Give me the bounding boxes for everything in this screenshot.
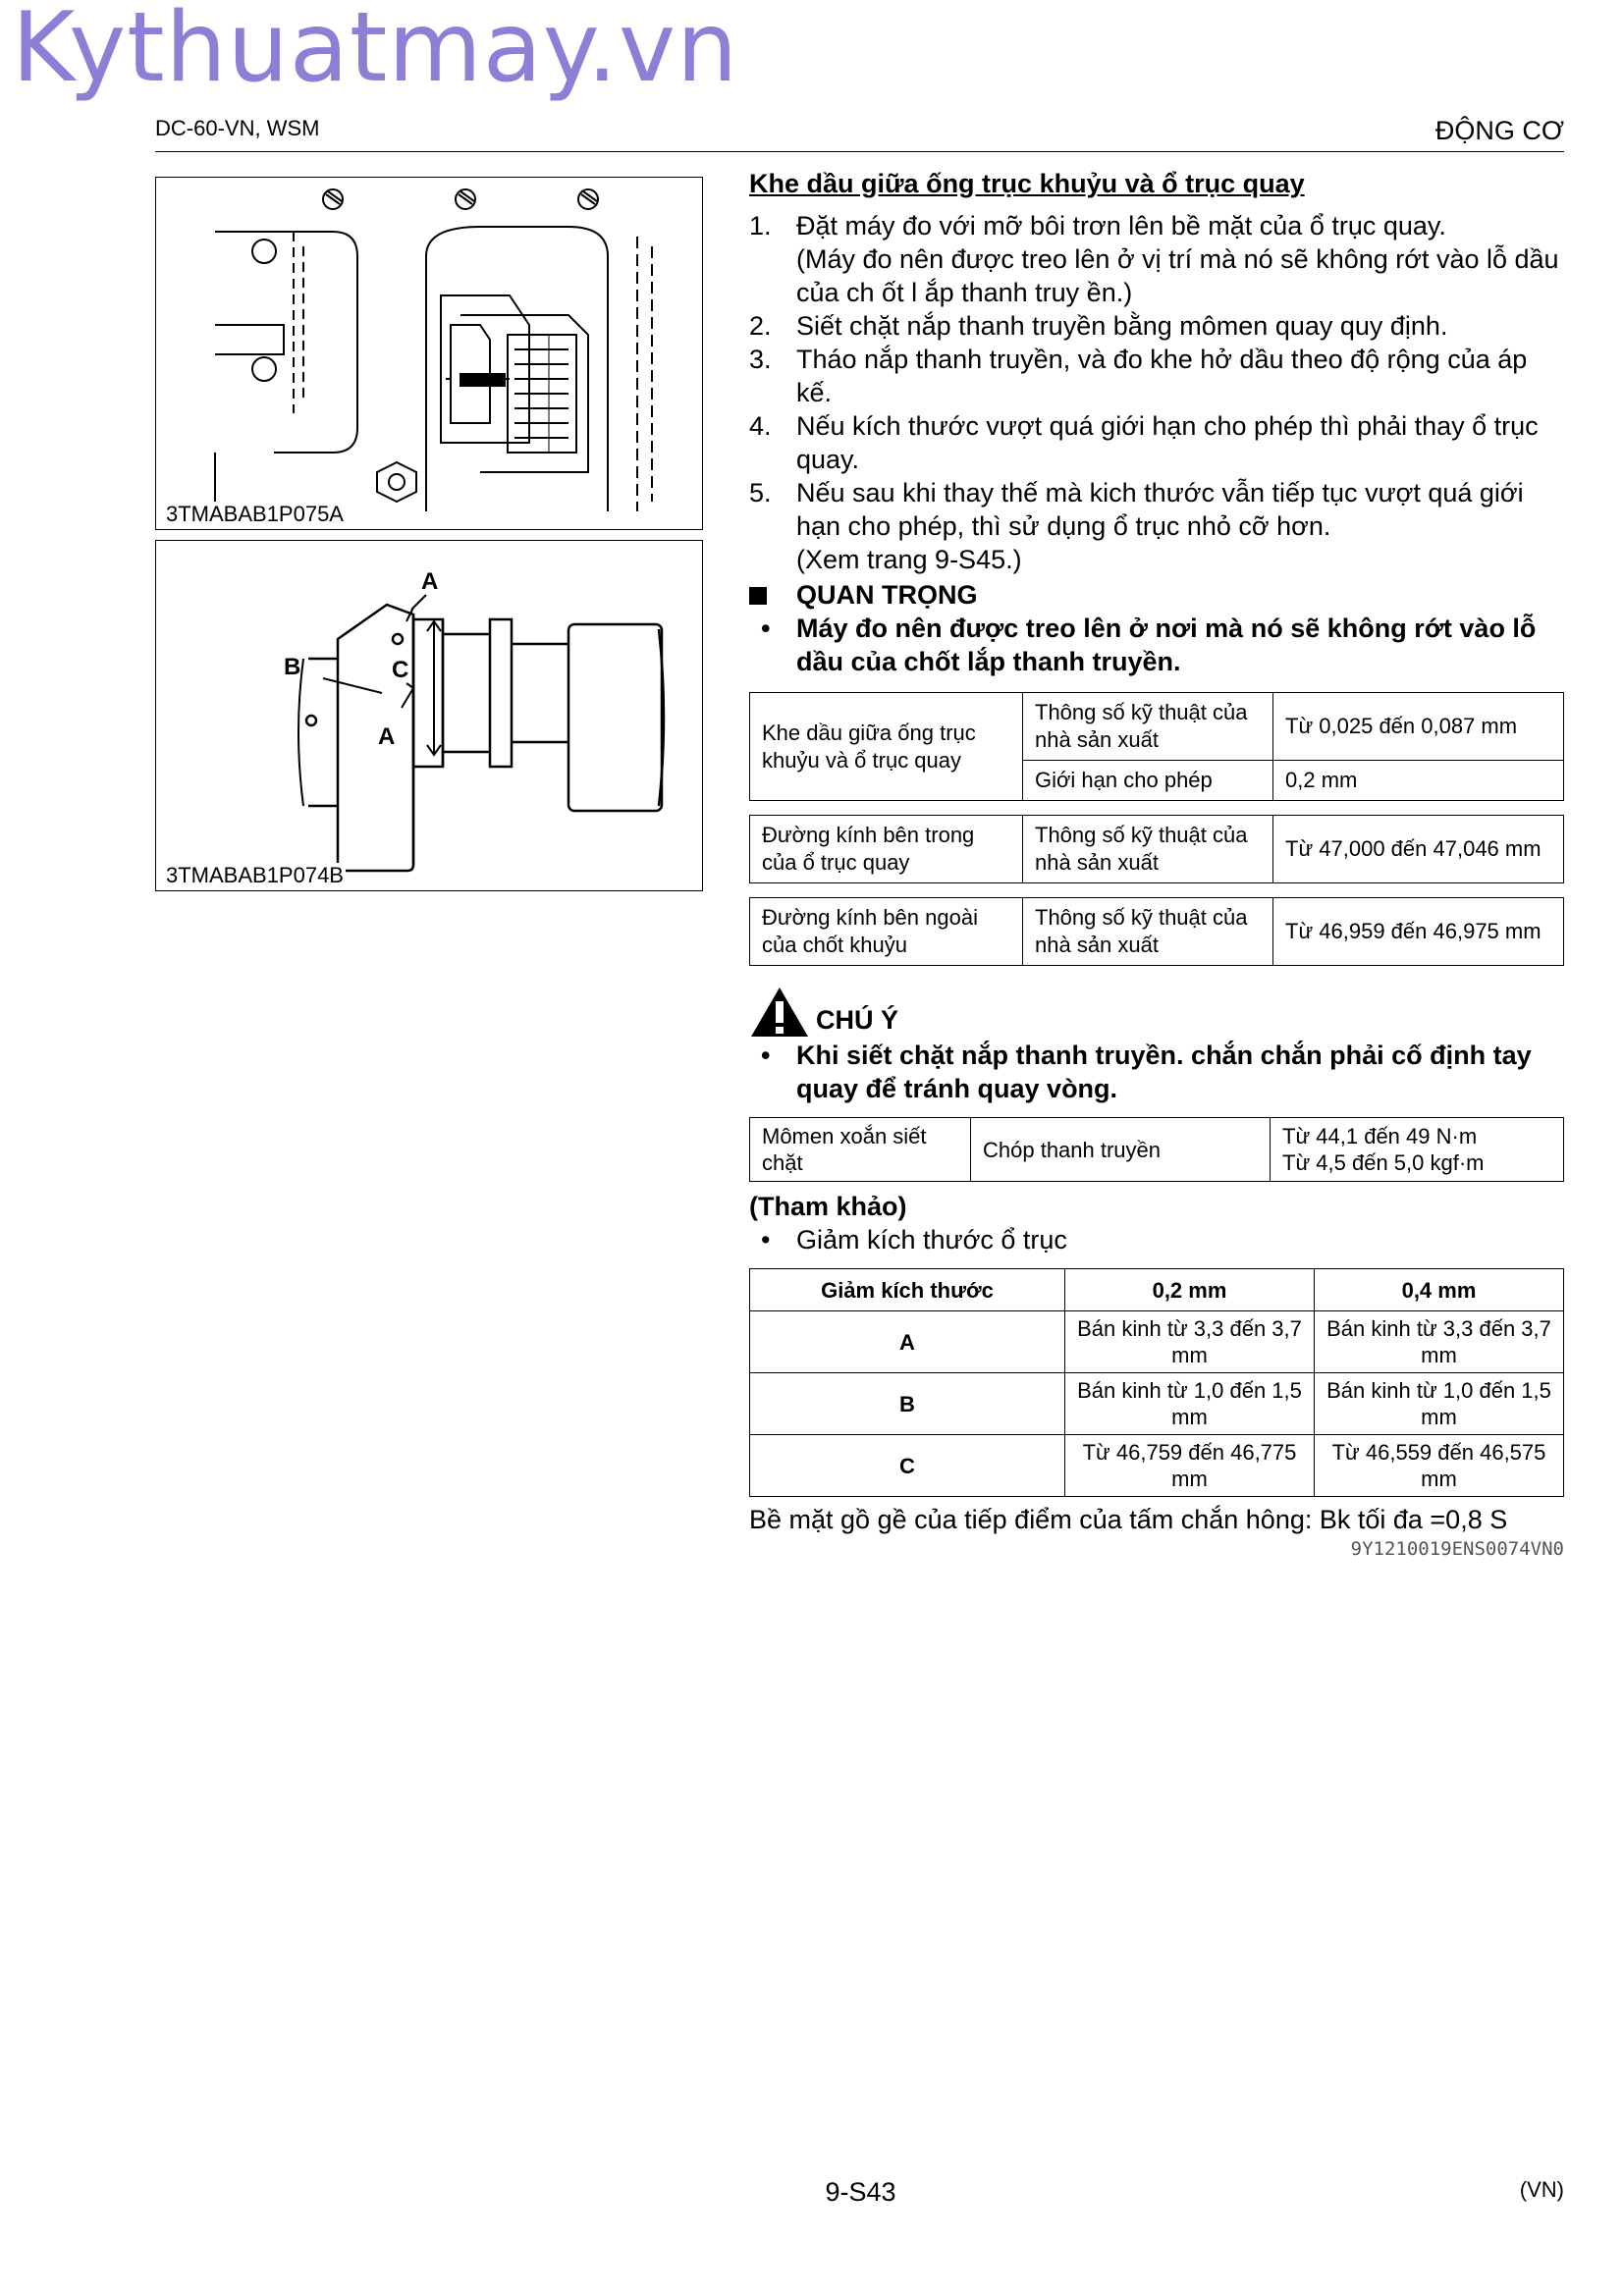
language-marker: (VN) bbox=[1519, 2177, 1564, 2202]
step-item bbox=[749, 309, 1564, 343]
spec-table-oil-clearance bbox=[749, 692, 1564, 801]
caution-text: Khi siết chặt nắp thanh truyền. chắn chắn phải cố định tay quay để tránh quay vòng. bbox=[796, 1041, 1532, 1103]
header-divider bbox=[155, 151, 1564, 152]
spec-value: 0,2 mm bbox=[1273, 761, 1564, 801]
row-label: B bbox=[750, 1373, 1065, 1435]
table-row bbox=[750, 1373, 1564, 1435]
torque-value-nm: Từ 44,1 đến 49 N·m bbox=[1282, 1124, 1478, 1148]
header-chapter: ĐỘNG CƠ bbox=[1434, 116, 1564, 145]
table-cell: Bán kinh từ 3,3 đến 3,7 mm bbox=[1315, 1311, 1564, 1373]
torque-part: Chóp thanh truyền bbox=[971, 1118, 1271, 1182]
step-text: Tháo nắp thanh truyền, và đo khe hở dầu theo độ rộng của áp kế. bbox=[796, 345, 1528, 407]
step-text: Đặt máy đo với mỡ bôi trơn lên bề mặt của ổ trục quay. bbox=[796, 211, 1446, 240]
step-text: Nếu sau khi thay thế mà kich thước vẫn tiếp tục vượt quá giới hạn cho phép, thì sử dụng ổ trục nhỏ cỡ hơn. bbox=[796, 478, 1524, 541]
step-item bbox=[749, 409, 1564, 476]
step-number: 4. bbox=[749, 411, 772, 441]
caution-heading bbox=[749, 986, 1564, 1039]
step-item bbox=[749, 343, 1564, 409]
bullet-icon: • bbox=[761, 1041, 771, 1070]
caution-note bbox=[749, 1039, 1564, 1105]
step-text: Siết chặt nắp thanh truyền bằng mômen quay quy định. bbox=[796, 311, 1448, 341]
column-header: 0,4 mm bbox=[1315, 1269, 1564, 1311]
bullet-icon: • bbox=[761, 614, 771, 643]
watermark: Kythuatmay.vn bbox=[12, 0, 739, 104]
step-number: 1. bbox=[749, 211, 772, 240]
important-label: QUAN TRỌNG bbox=[796, 580, 978, 610]
important-note bbox=[749, 612, 1564, 678]
step-item bbox=[749, 242, 1564, 309]
step-text: (Xem trang 9-S45.) bbox=[796, 545, 1022, 574]
bullet-icon: • bbox=[761, 1225, 771, 1255]
row-label: C bbox=[750, 1435, 1065, 1497]
column-header: 0,2 mm bbox=[1065, 1269, 1315, 1311]
header-manual-code: DC-60-VN, WSM bbox=[155, 116, 320, 140]
important-heading bbox=[749, 578, 1564, 612]
torque-value-kgf: Từ 4,5 đến 5,0 kgf·m bbox=[1282, 1150, 1485, 1175]
table-cell: Bán kinh từ 3,3 đến 3,7 mm bbox=[1065, 1311, 1315, 1373]
page-number-text: 9-S43 bbox=[825, 2177, 896, 2207]
step-item bbox=[749, 209, 1564, 242]
figure-2-label-a-bottom: A bbox=[378, 723, 396, 750]
torque-table bbox=[749, 1117, 1564, 1182]
caution-label: CHÚ Ý bbox=[816, 1005, 899, 1035]
important-text: Máy đo nên được treo lên ở nơi mà nó sẽ không rớt vào lỗ dầu của chốt lắp thanh truyền. bbox=[796, 614, 1537, 676]
spec-item: Đường kính bên ngoài của chốt khuỷu bbox=[750, 898, 1023, 966]
table-row bbox=[750, 1118, 1564, 1182]
table-cell: Bán kinh từ 1,0 đến 1,5 mm bbox=[1065, 1373, 1315, 1435]
step-number: 5. bbox=[749, 478, 772, 507]
step-number: 2. bbox=[749, 311, 772, 341]
spec-table-bearing-id bbox=[749, 815, 1564, 883]
figure-2-label-c: C bbox=[392, 657, 409, 683]
table-row bbox=[750, 693, 1564, 761]
table-row bbox=[750, 816, 1564, 883]
spec-label: Thông số kỹ thuật của nhà sản xuất bbox=[1023, 898, 1273, 966]
spec-label: Thông số kỹ thuật của nhà sản xuất bbox=[1023, 816, 1273, 883]
document-code: 9Y1210019ENS0074VN0 bbox=[1350, 1538, 1564, 1560]
table-cell: Từ 46,559 đến 46,575 mm bbox=[1315, 1435, 1564, 1497]
spec-item: Đường kính bên trong của ổ trục quay bbox=[750, 816, 1023, 883]
table-cell: Bán kinh từ 1,0 đến 1,5 mm bbox=[1315, 1373, 1564, 1435]
row-label: A bbox=[750, 1311, 1065, 1373]
figure-1-id: 3TMABAB1P075A bbox=[166, 502, 344, 526]
section-title: Khe dầu giữa ống trục khuỷu và ổ trục quay bbox=[749, 169, 1305, 198]
spec-value: Từ 0,025 đến 0,087 mm bbox=[1273, 693, 1564, 761]
step-item bbox=[749, 543, 1564, 576]
step-text: Nếu kích thước vượt quá giới hạn cho phép thì phải thay ổ trục quay. bbox=[796, 411, 1539, 474]
figure-plastigage-drawing bbox=[156, 178, 702, 529]
reference-bullet-text: Giảm kích thước ổ trục bbox=[796, 1225, 1067, 1255]
figure-2-label-b: B bbox=[284, 654, 301, 680]
table-header-row bbox=[750, 1269, 1564, 1311]
spec-table-crankpin-od bbox=[749, 897, 1564, 966]
step-text: (Máy đo nên được treo lên ở vị trí mà nó sẽ không rớt vào lỗ dầu của ch ốt l ắp thanh truy ền.) bbox=[796, 244, 1559, 307]
reference-bullet bbox=[749, 1223, 1564, 1256]
table-row bbox=[750, 898, 1564, 966]
surface-roughness-note: Bề mặt gồ gề của tiếp điểm của tấm chắn hông: Bk tối đa =0,8 S bbox=[749, 1505, 1508, 1534]
table-row bbox=[750, 1311, 1564, 1373]
reference-heading: (Tham khảo) bbox=[749, 1192, 907, 1221]
warning-icon bbox=[749, 986, 810, 1039]
spec-value: Từ 47,000 đến 47,046 mm bbox=[1273, 816, 1564, 883]
table-cell: Từ 46,759 đến 46,775 mm bbox=[1065, 1435, 1315, 1497]
step-number: 3. bbox=[749, 345, 772, 374]
figure-2-label-a-top: A bbox=[421, 568, 439, 595]
page-number bbox=[0, 2177, 1623, 2208]
content-column bbox=[749, 169, 1564, 1560]
undersize-table bbox=[749, 1268, 1564, 1497]
figure-crankpin-undersize bbox=[155, 540, 703, 891]
spec-label: Giới hạn cho phép bbox=[1023, 761, 1273, 801]
procedure-steps bbox=[749, 209, 1564, 576]
spec-label: Thông số kỹ thuật của nhà sản xuất bbox=[1023, 693, 1273, 761]
table-row bbox=[750, 1435, 1564, 1497]
square-bullet-icon bbox=[749, 587, 767, 605]
torque-label: Mômen xoắn siết chặt bbox=[750, 1118, 971, 1182]
spec-item: Khe dầu giữa ống trục khuỷu và ổ trục quay bbox=[750, 693, 1023, 801]
spec-value: Từ 46,959 đến 46,975 mm bbox=[1273, 898, 1564, 966]
figure-2-id: 3TMABAB1P074B bbox=[166, 863, 344, 887]
torque-values bbox=[1271, 1118, 1564, 1182]
figure-plastigage-measure bbox=[155, 177, 703, 530]
column-header: Giảm kích thước bbox=[750, 1269, 1065, 1311]
step-item bbox=[749, 476, 1564, 543]
